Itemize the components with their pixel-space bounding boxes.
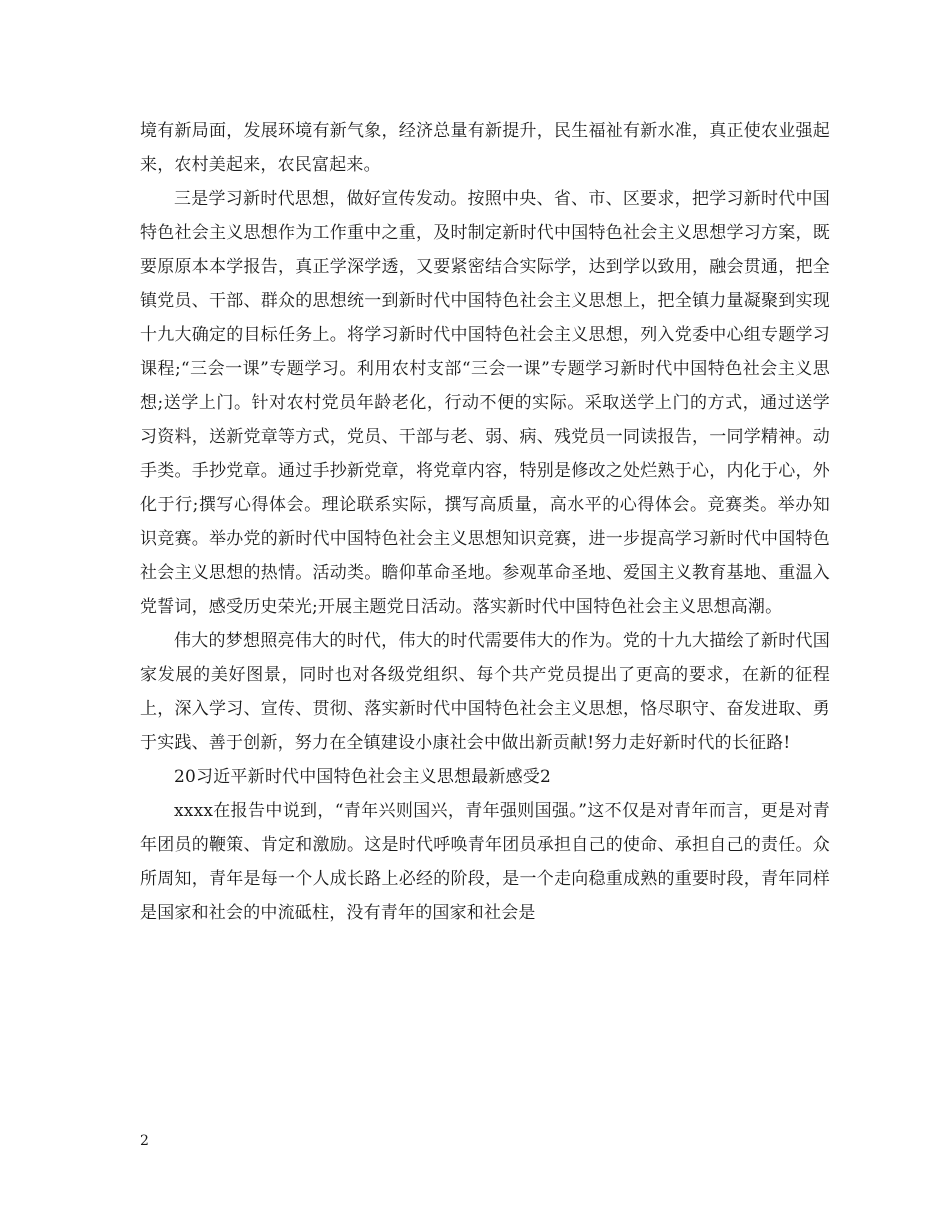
paragraph-youth: xxxx在报告中说到，“青年兴则国兴，青年强则国强。”这不仅是对青年而言，更是对青年团员的鞭策、肯定和激励。这是时代呼唤青年团员承担自己的使命、承担自己的责任。众所周知，青年是每一个人成长路上必经的阶段，是一个走向稳重成熟的重要时段，青年同样是国家和社会的中流砥柱，没有青年的国家和社会是 — [140, 801, 830, 923]
paragraph-continuation: 境有新局面，发展环境有新气象，经济总量有新提升，民生福祉有新水准，真正使农业强起来，农村美起来，农民富起来。 — [140, 121, 830, 175]
paragraph-great-dream: 伟大的梦想照亮伟大的时代，伟大的时代需要伟大的作为。党的十九大描绘了新时代国家发展的美好图景，同时也对各级党组织、每个共产党员提出了更高的要求，在新的征程上，深入学习、宣传、贯彻、落实新时代中国特色社会主义思想，恪尽职守、奋发进取、勇于实践、善于创新，努力在全镇建设小康社会中做出新贡献!努力走好新时代的长征路! — [140, 631, 830, 753]
section-heading: 20习近平新时代中国特色社会主义思想最新感受2 — [174, 767, 552, 787]
page-number: 2 — [140, 1133, 149, 1149]
document-body — [140, 114, 830, 930]
paragraph-study-thought: 三是学习新时代思想，做好宣传发动。按照中央、省、市、区要求，把学习新时代中国特色社会主义思想作为工作重中之重，及时制定新时代中国特色社会主义思想学习方案，既要原原本本学报告，真正学深学透，又要紧密结合实际学，达到学以致用，融会贯通，把全镇党员、干部、群众的思想统一到新时代中国特色社会主义思想上，把全镇力量凝聚到实现十九大确定的目标任务上。将学习新时代中国特色社会主义思想，列入党委中心组专题学习课程;“三会一课”专题学习。利用农村支部“三会一课”专题学习新时代中国特色社会主义思想;送学上门。针对农村党员年龄老化，行动不便的实际。采取送学上门的方式，通过送学习资料，送新党章等方式，党员、干部与老、弱、病、残党员一同读报告，一同学精神。动手类。手抄党章。通过手抄新党章，将党章内容，特别是修改之处烂熟于心，内化于心，外化于行;撰写心得体会。理论联系实际，撰写高质量，高水平的心得体会。竞赛类。举办知识竞赛。举办党的新时代中国特色社会主义思想知识竞赛，进一步提高学习新时代中国特色社会主义思想的热情。活动类。瞻仰革命圣地。参观革命圣地、爱国主义教育基地、重温入党誓词，感受历史荣光;开展主题党日活动。落实新时代中国特色社会主义思想高潮。 — [140, 189, 830, 617]
